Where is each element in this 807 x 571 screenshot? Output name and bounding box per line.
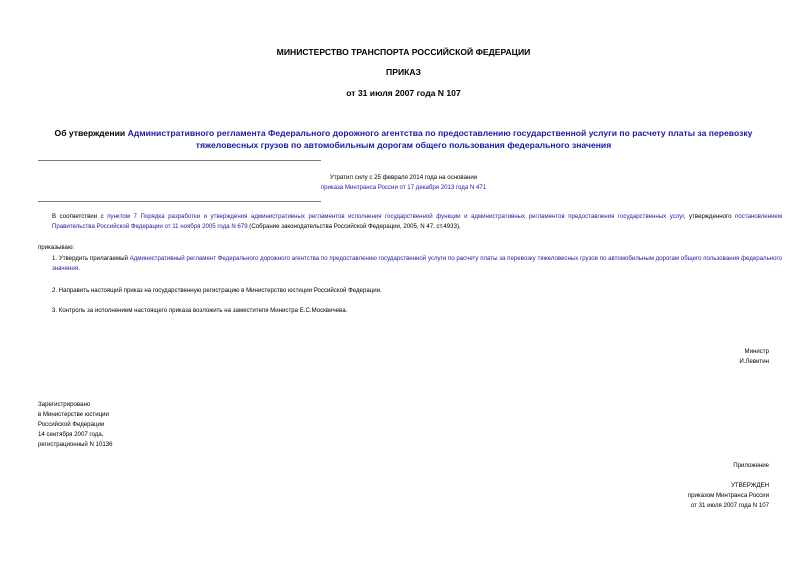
procedure-link[interactable]: пунктом 7 Порядка разработки и утверждения административных регламентов исполнения государственной функции и административных регламентов предоставления государственных услуг — [107, 213, 684, 220]
signer-position: Министр — [744, 348, 769, 355]
preamble-text-3: (Собрание законодательства Российской Федерации, 2005, N 47, ст.4933), — [247, 223, 461, 230]
registration-line-3: Российской Федерации — [38, 421, 105, 428]
order-item-1 — [38, 254, 782, 274]
approved-by: приказом Минтранса России — [687, 492, 769, 499]
registration-block — [38, 400, 113, 450]
regulation-link[interactable]: Административный регламент Федерального дорожного агентства по предоставлению государственной услуги по расчету платы за перевозку тяжеловесных грузов по автомобильным дорогам общего пользования федерального значения — [52, 255, 782, 272]
title-regulation-link[interactable]: Административного регламента Федерального дорожного агентства по предоставлению государственной услуги по расчету платы за перевозку тяжеловесных грузов по автомобильным дорогам общего пользования федерального значения — [127, 128, 753, 150]
registration-line-5: регистрационный N 10136 — [38, 441, 113, 448]
registration-line-1: Зарегистрировано — [38, 401, 91, 408]
preamble-paragraph — [38, 212, 782, 232]
signature-block — [739, 347, 769, 367]
government-decree-link[interactable]: постановлением Правительства Российской Федерации от 11 ноября 2005 года N 679 — [52, 213, 783, 230]
doc-type-heading: ПРИКАЗ — [386, 67, 421, 77]
order-item-2: 2. Направить настоящий приказ на государственную регистрацию в Министерство юстиции Российской Федерации. — [52, 287, 382, 294]
item1-text: 1. Утвердить прилагаемый — [52, 255, 130, 262]
item1-period: . — [78, 265, 80, 272]
registration-line-4: 14 сентября 2007 года, — [38, 431, 104, 438]
appendix-label: Приложение — [733, 462, 769, 469]
registration-line-2: в Министерстве юстиции — [38, 411, 109, 418]
divider-bottom — [38, 201, 321, 202]
approved-date: от 31 июля 2007 года N 107 — [690, 502, 769, 509]
title-prefix: Об утверждении — [54, 128, 128, 138]
order-word: приказываю: — [38, 244, 75, 251]
approved-word: УТВЕРЖДЕН — [731, 482, 769, 489]
approval-block — [688, 481, 769, 511]
order-item-3: 3. Контроль за исполнением настоящего приказа возложить на заместителя Министра Е.С.Москвичева. — [52, 307, 348, 314]
lost-force-order-link[interactable]: приказа Минтранса России от 17 декабря 2013 года N 471 — [320, 184, 487, 191]
preamble-text-2: , утвержденного — [683, 213, 736, 220]
ministry-heading: МИНИСТЕРСТВО ТРАНСПОРТА РОССИЙСКОЙ ФЕДЕРАЦИИ — [276, 47, 531, 57]
doc-date-heading: от 31 июля 2007 года N 107 — [346, 88, 461, 98]
divider-top — [38, 160, 321, 161]
lost-force-text: Утратил силу с 25 февраля 2014 года на основании — [329, 174, 478, 181]
preamble-text-1: В соответствии с — [52, 213, 108, 220]
lost-force-note — [0, 173, 807, 193]
signer-name: И.Левитин — [739, 358, 769, 365]
document-title — [30, 127, 777, 151]
